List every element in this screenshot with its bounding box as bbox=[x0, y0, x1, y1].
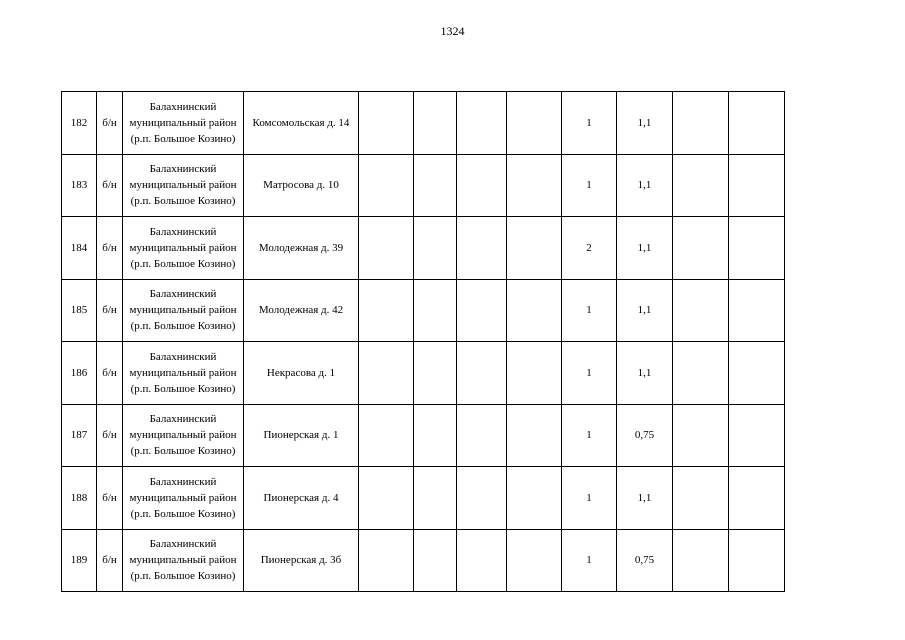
empty-cell bbox=[507, 404, 562, 467]
district-line: (р.п. Большое Козино) bbox=[130, 257, 236, 270]
district-line: муниципальный район bbox=[129, 554, 237, 567]
container-volume-cell: 1,1 bbox=[617, 467, 673, 530]
district-cell bbox=[123, 154, 244, 217]
district-cell bbox=[123, 279, 244, 342]
code-cell: б/н bbox=[97, 154, 123, 217]
container-count-cell: 2 bbox=[562, 217, 617, 280]
row-number-cell: 187 bbox=[62, 404, 97, 467]
district-line: Балахнинский bbox=[149, 350, 217, 363]
district-line: муниципальный район bbox=[129, 116, 237, 129]
address-cell: Комсомольская д. 14 bbox=[244, 92, 359, 155]
district-cell bbox=[123, 92, 244, 155]
empty-cell bbox=[359, 154, 414, 217]
empty-cell bbox=[359, 279, 414, 342]
code-cell: б/н bbox=[97, 404, 123, 467]
empty-cell bbox=[507, 529, 562, 592]
empty-cell bbox=[457, 467, 507, 530]
empty-cell bbox=[729, 217, 785, 280]
empty-cell bbox=[729, 404, 785, 467]
row-number-cell: 184 bbox=[62, 217, 97, 280]
row-number-cell: 188 bbox=[62, 467, 97, 530]
district-line: Балахнинский bbox=[149, 475, 217, 488]
district-line: муниципальный район bbox=[129, 366, 237, 379]
code-cell: б/н bbox=[97, 92, 123, 155]
district-line: (р.п. Большое Козино) bbox=[130, 382, 236, 395]
row-number-cell: 183 bbox=[62, 154, 97, 217]
code-cell: б/н bbox=[97, 279, 123, 342]
table-row bbox=[62, 404, 785, 467]
container-volume-cell: 1,1 bbox=[617, 342, 673, 405]
container-count-cell: 1 bbox=[562, 342, 617, 405]
district-line: (р.п. Большое Козино) bbox=[130, 132, 236, 145]
empty-cell bbox=[507, 92, 562, 155]
empty-cell bbox=[359, 467, 414, 530]
district-line: Балахнинский bbox=[149, 100, 217, 113]
row-number-cell: 185 bbox=[62, 279, 97, 342]
empty-cell bbox=[507, 279, 562, 342]
empty-cell bbox=[729, 342, 785, 405]
district-line: муниципальный район bbox=[129, 429, 237, 442]
empty-cell bbox=[359, 92, 414, 155]
empty-cell bbox=[673, 467, 729, 530]
district-cell bbox=[123, 467, 244, 530]
address-cell: Молодежная д. 39 bbox=[244, 217, 359, 280]
container-volume-cell: 0,75 bbox=[617, 404, 673, 467]
empty-cell bbox=[457, 154, 507, 217]
code-cell: б/н bbox=[97, 467, 123, 530]
empty-cell bbox=[457, 217, 507, 280]
empty-cell bbox=[414, 342, 457, 405]
district-cell bbox=[123, 342, 244, 405]
empty-cell bbox=[457, 404, 507, 467]
empty-cell bbox=[729, 154, 785, 217]
address-cell: Некрасова д. 1 bbox=[244, 342, 359, 405]
registry-table bbox=[61, 91, 785, 592]
district-cell bbox=[123, 217, 244, 280]
table-row bbox=[62, 529, 785, 592]
empty-cell bbox=[673, 92, 729, 155]
code-cell: б/н bbox=[97, 217, 123, 280]
district-cell bbox=[123, 404, 244, 467]
address-cell: Пионерская д. 1 bbox=[244, 404, 359, 467]
empty-cell bbox=[414, 467, 457, 530]
container-volume-cell: 1,1 bbox=[617, 217, 673, 280]
empty-cell bbox=[414, 404, 457, 467]
table-row bbox=[62, 342, 785, 405]
district-line: Балахнинский bbox=[149, 225, 217, 238]
address-cell: Матросова д. 10 bbox=[244, 154, 359, 217]
empty-cell bbox=[673, 404, 729, 467]
page-number: 1324 bbox=[440, 24, 465, 38]
empty-cell bbox=[457, 279, 507, 342]
empty-cell bbox=[673, 217, 729, 280]
container-volume-cell: 1,1 bbox=[617, 92, 673, 155]
table-row bbox=[62, 467, 785, 530]
container-count-cell: 1 bbox=[562, 279, 617, 342]
table-row bbox=[62, 217, 785, 280]
container-count-cell: 1 bbox=[562, 92, 617, 155]
container-count-cell: 1 bbox=[562, 154, 617, 217]
container-count-cell: 1 bbox=[562, 467, 617, 530]
table-row bbox=[62, 279, 785, 342]
district-line: муниципальный район bbox=[129, 304, 237, 317]
container-count-cell: 1 bbox=[562, 529, 617, 592]
empty-cell bbox=[414, 529, 457, 592]
table-row bbox=[62, 154, 785, 217]
district-line: (р.п. Большое Козино) bbox=[130, 445, 236, 458]
code-cell: б/н bbox=[97, 342, 123, 405]
container-volume-cell: 0,75 bbox=[617, 529, 673, 592]
empty-cell bbox=[729, 279, 785, 342]
district-line: Балахнинский bbox=[149, 538, 217, 551]
empty-cell bbox=[673, 342, 729, 405]
district-line: Балахнинский bbox=[149, 288, 217, 301]
container-count-cell: 1 bbox=[562, 404, 617, 467]
district-line: (р.п. Большое Козино) bbox=[130, 507, 236, 520]
code-cell: б/н bbox=[97, 529, 123, 592]
empty-cell bbox=[729, 467, 785, 530]
row-number-cell: 182 bbox=[62, 92, 97, 155]
empty-cell bbox=[673, 154, 729, 217]
empty-cell bbox=[414, 279, 457, 342]
empty-cell bbox=[414, 154, 457, 217]
district-line: Балахнинский bbox=[149, 413, 217, 426]
empty-cell bbox=[457, 529, 507, 592]
district-line: (р.п. Большое Козино) bbox=[130, 570, 236, 583]
empty-cell bbox=[414, 92, 457, 155]
empty-cell bbox=[414, 217, 457, 280]
empty-cell bbox=[673, 529, 729, 592]
empty-cell bbox=[457, 342, 507, 405]
district-line: (р.п. Большое Козино) bbox=[130, 195, 236, 208]
district-line: муниципальный район bbox=[129, 179, 237, 192]
row-number-cell: 186 bbox=[62, 342, 97, 405]
empty-cell bbox=[359, 342, 414, 405]
district-line: Балахнинский bbox=[149, 163, 217, 176]
address-cell: Пионерская д. 4 bbox=[244, 467, 359, 530]
address-cell: Пионерская д. 3б bbox=[244, 529, 359, 592]
empty-cell bbox=[729, 529, 785, 592]
district-line: (р.п. Большое Козино) bbox=[130, 320, 236, 333]
row-number-cell: 189 bbox=[62, 529, 97, 592]
district-cell bbox=[123, 529, 244, 592]
empty-cell bbox=[457, 92, 507, 155]
container-volume-cell: 1,1 bbox=[617, 279, 673, 342]
empty-cell bbox=[359, 217, 414, 280]
district-line: муниципальный район bbox=[129, 241, 237, 254]
empty-cell bbox=[507, 154, 562, 217]
empty-cell bbox=[507, 467, 562, 530]
empty-cell bbox=[507, 342, 562, 405]
address-cell: Молодежная д. 42 bbox=[244, 279, 359, 342]
empty-cell bbox=[673, 279, 729, 342]
table-row bbox=[62, 92, 785, 155]
district-line: муниципальный район bbox=[129, 491, 237, 504]
empty-cell bbox=[507, 217, 562, 280]
empty-cell bbox=[359, 529, 414, 592]
container-volume-cell: 1,1 bbox=[617, 154, 673, 217]
empty-cell bbox=[359, 404, 414, 467]
empty-cell bbox=[729, 92, 785, 155]
